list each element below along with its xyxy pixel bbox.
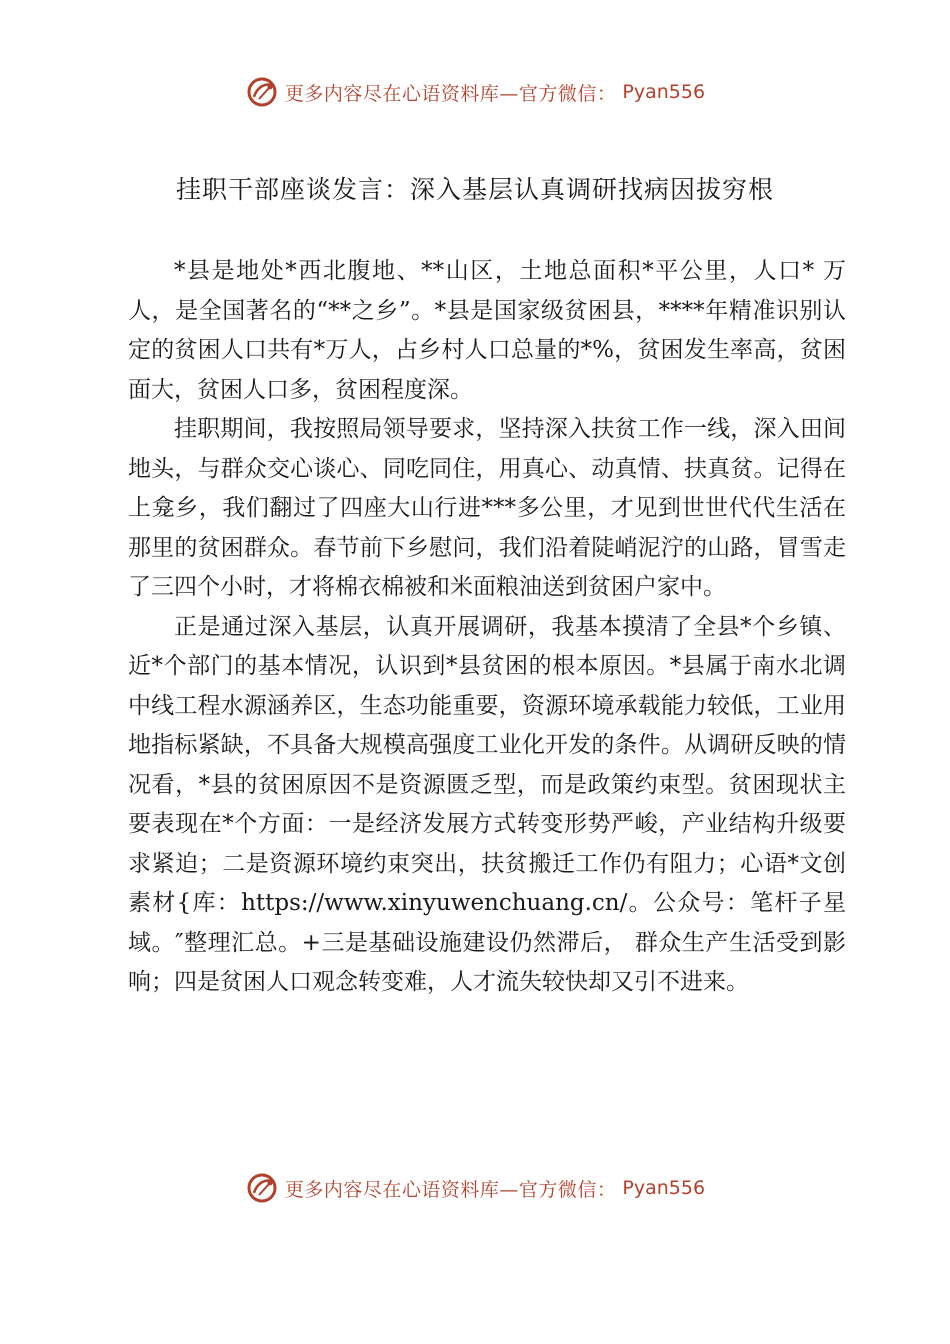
document-title: 挂职干部座谈发言：深入基层认真调研找病因拔穷根 [175,175,774,204]
header-watermark-banner [0,72,950,112]
paragraph-1: *县是地处*西北腹地、**山区，土地总面积*平公里，人口* 万人，是全国著名的“**之乡”。*县是国家级贫困县，****年精准识别认定的贫困人口共有*万人，占乡村人口总量的*%，贫困发生率高，贫困面大，贫困人口多，贫困程度深。 [128,258,846,403]
paragraph-2: 挂职期间，我按照局领导要求，坚持深入扶贫工作一线，深入田间地头，与群众交心谈心、同吃同住，用真心、动真情、扶真贫。记得在上龛乡，我们翻过了四座大山行进***多公里，才见到世世代代生活在那里的贫困群众。春节前下乡慰问，我们沿着陡峭泥泞的山路，冒雪走了三四个小时，才将棉衣棉被和米面粮油送到贫困户家中。 [128,416,846,600]
banner-wechat-id: Pyan556 [622,1177,706,1199]
paragraph-3: 正是通过深入基层，认真开展调研，我基本摸清了全县*个乡镇、近*个部门的基本情况，认识到*县贫困的根本原因。*县属于南水北调中线工程水源涵养区，生态功能重要，资源环境承载能力较低，工业用地指标紧缺，不具备大规模高强度工业化开发的条件。从调研反映的情况看，*县的贫困原因不是资源匮乏型，而是政策约束型。贫困现状主要表现在*个方面：一是经济发展方式转变形势严峻，产业结构升级要求紧迫；二是资源环境约束突出，扶贫搬迁工作仍有阻力；心语*文创素材{库：https://www.xinyuwenchuang.cn/。公众号：笔杆子星域。″整理汇总。+三是基础设施建设仍然滞后， 群众生产生活受到影响；四是贫困人口观念转变难，人才流失较快却又引不进来。 [128,613,846,995]
banner-text: 更多内容尽在心语资料库—官方微信： [284,82,617,105]
banner-wechat-id: Pyan556 [622,81,706,103]
footer-watermark-banner [0,1168,950,1208]
document-body [128,252,846,1003]
xinyu-logo-icon [245,75,279,109]
xinyu-logo-icon [245,1171,279,1205]
banner-text: 更多内容尽在心语资料库—官方微信： [284,1178,617,1201]
